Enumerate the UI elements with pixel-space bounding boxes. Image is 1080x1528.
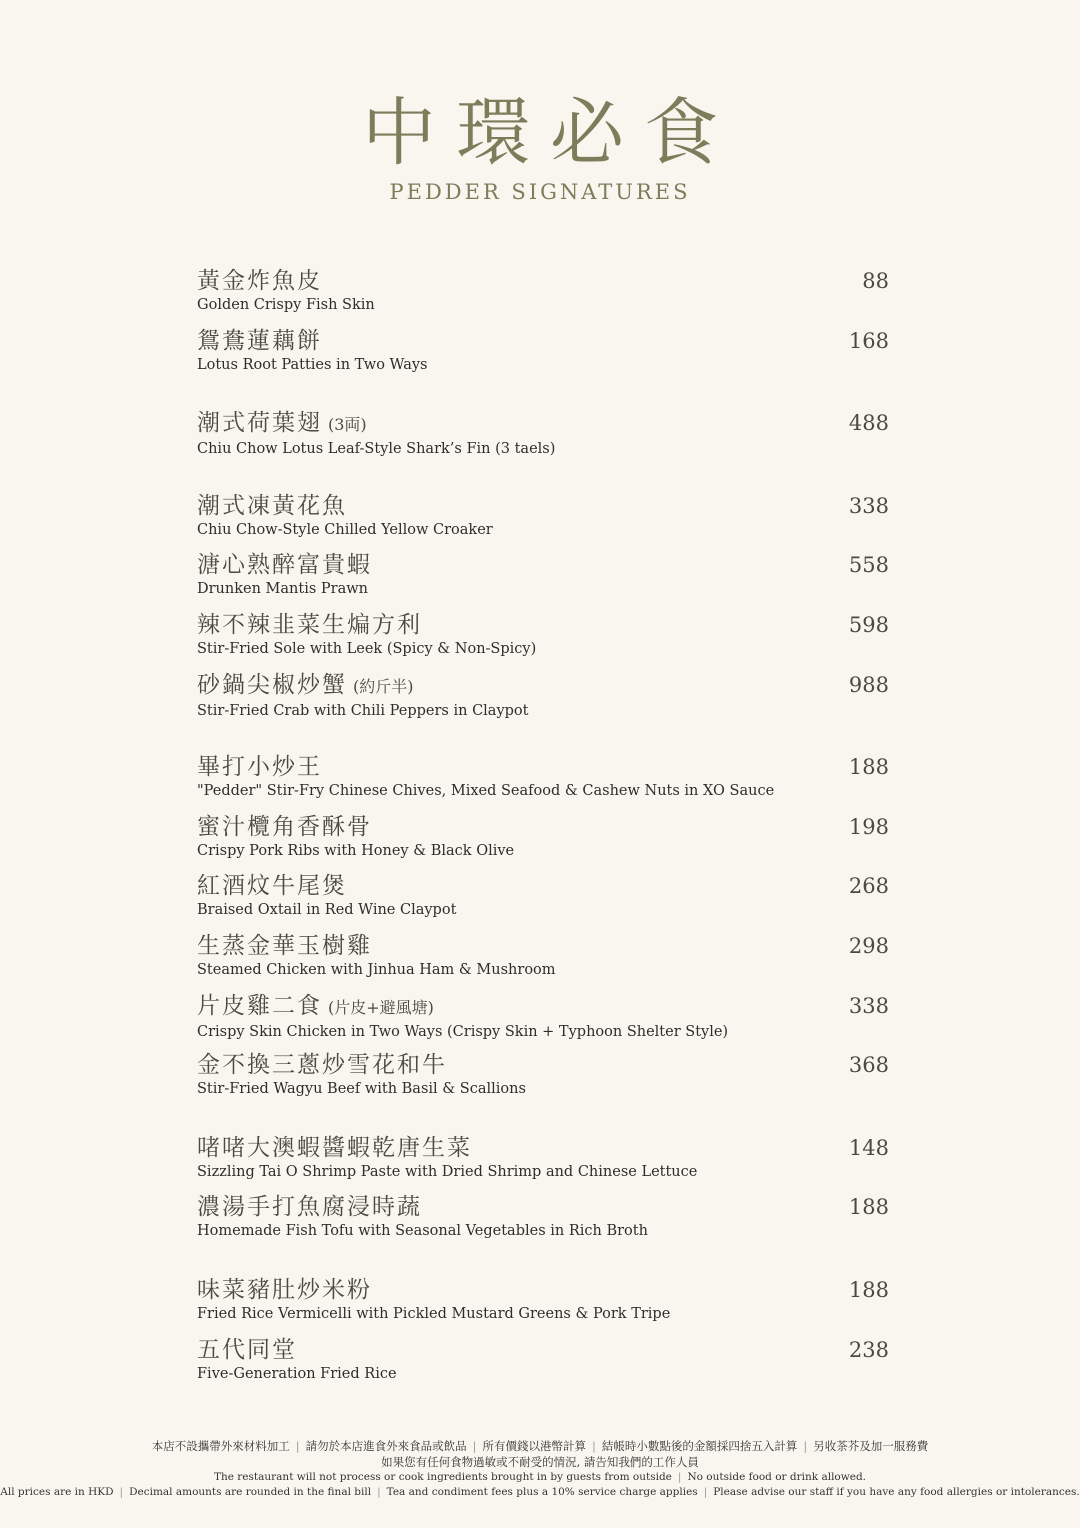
dish-name-chinese-text: 溏心熟醉富貴蝦 [197, 552, 372, 579]
menu-item [197, 266, 889, 326]
footer-separator: | [803, 1439, 808, 1453]
dish-name-chinese-text: 黃金炸魚皮 [197, 268, 322, 294]
footer-separator: | [592, 1439, 596, 1453]
dish-name-english: Steamed Chicken with Jinhua Ham & Mushroom [197, 961, 556, 978]
footer-separator: | [377, 1486, 381, 1498]
dish-name-chinese-text: 金不換三蔥炒雪花和牛 [197, 1052, 447, 1079]
dish-name-chinese-text: 片皮雞二食 [197, 992, 322, 1019]
dish-name-chinese [197, 326, 889, 356]
dish-portion-note: (片皮+避風塘) [328, 997, 434, 1017]
title-english: PEDDER SIGNATURES [389, 180, 691, 204]
dish-name-chinese [197, 550, 889, 580]
dish-price: 188 [848, 1195, 889, 1220]
footer-separator: | [295, 1439, 300, 1453]
dish-name-chinese [197, 670, 889, 702]
dish-name-chinese [197, 812, 889, 842]
dish-price: 488 [848, 411, 889, 436]
dish-name-english: Golden Crispy Fish Skin [197, 297, 375, 313]
footer-note: Tea and condiment fees plus a 10% service charge applies [386, 1486, 698, 1498]
dish-price: 558 [848, 553, 889, 578]
menu-item [197, 1335, 889, 1395]
footer-separator: | [119, 1486, 124, 1498]
footer-note: No outside food or drink allowed. [687, 1471, 867, 1483]
menu-item [197, 812, 889, 872]
dish-price: 338 [848, 993, 889, 1018]
dish-name-chinese-text: 濃湯手打魚腐浸時蔬 [197, 1194, 422, 1221]
dish-name-english: Crispy Pork Ribs with Honey & Black Olive [197, 842, 515, 859]
footer-en-policies [0, 1485, 1080, 1500]
dish-price: 188 [848, 1277, 889, 1302]
menu-item [197, 1192, 889, 1252]
menu-item [197, 1050, 889, 1110]
footer-zh-allergy: 如果您有任何食物過敏或不耐受的情況, 請告知我們的工作人員 [381, 1455, 699, 1469]
dish-name-english: Chiu Chow-Style Chilled Yellow Croaker [197, 521, 493, 538]
dish-price: 598 [848, 612, 889, 637]
menu-item [197, 326, 889, 386]
dish-name-chinese-text: 味菜豬肚炒米粉 [197, 1276, 372, 1303]
dish-portion-note: (約斤半) [353, 676, 414, 696]
menu-group [197, 408, 889, 468]
menu-group [197, 266, 889, 385]
dish-name-chinese-text: 生蒸金華玉樹雞 [197, 932, 372, 959]
menu-group [197, 1275, 889, 1394]
dish-price: 988 [848, 672, 889, 697]
footer-note: 另收茶芥及加一服務費 [813, 1439, 929, 1453]
dish-name-english: Stir-Fried Wagyu Beef with Basil & Scallions [197, 1081, 526, 1098]
menu-item [197, 1275, 889, 1335]
dish-price: 268 [848, 874, 889, 899]
footer-note: 請勿於本店進食外來食品或飲品 [305, 1439, 467, 1453]
footer-note: 結帳時小數點後的金額採四捨五入計算 [601, 1439, 798, 1453]
dish-name-chinese-text: 蜜汁欖角香酥骨 [197, 813, 372, 840]
dish-name-chinese-text: 潮式凍黃花魚 [197, 492, 347, 519]
footer-notes [0, 1438, 1080, 1500]
menu-item [197, 491, 889, 551]
dish-name-chinese [197, 610, 889, 640]
dish-price: 188 [848, 755, 889, 780]
dish-name-english: Lotus Root Patties in Two Ways [197, 356, 428, 373]
dish-price: 368 [848, 1053, 889, 1078]
dish-name-chinese-text: 五代同堂 [197, 1336, 297, 1363]
dish-name-chinese [197, 491, 889, 521]
footer-note: All prices are in HKD [0, 1486, 114, 1498]
menu-item [197, 931, 889, 991]
menu-header [0, 88, 1080, 204]
dish-name-english: Stir-Fried Sole with Leek (Spicy & Non-Spicy) [197, 640, 537, 657]
dish-portion-note: (3両) [328, 415, 367, 435]
dish-name-english: Drunken Mantis Prawn [197, 581, 368, 598]
dish-name-chinese [197, 1275, 889, 1305]
dish-name-chinese [197, 931, 889, 961]
footer-note: 所有價錢以港幣計算 [482, 1439, 586, 1453]
menu-item [197, 1133, 889, 1193]
dish-name-english: Braised Oxtail in Red Wine Claypot [197, 902, 457, 919]
footer-separator: | [703, 1486, 708, 1498]
menu-group [197, 1133, 889, 1252]
footer-zh-policies [0, 1438, 1080, 1454]
title-chinese: 中環必食 [362, 90, 738, 176]
dish-name-chinese-text: 砂鍋尖椒炒蟹 [197, 671, 347, 698]
dish-name-english: Stir-Fried Crab with Chili Peppers in Claypot [197, 702, 529, 719]
footer-separator: | [677, 1471, 682, 1483]
dish-price: 88 [862, 269, 889, 293]
footer-note: The restaurant will not process or cook ingredients brought in by guests from outside [213, 1471, 672, 1483]
dish-name-english: "Pedder" Stir-Fry Chinese Chives, Mixed Seafood & Cashew Nuts in XO Sauce [197, 783, 775, 800]
dish-name-chinese-text: 畢打小炒王 [197, 754, 322, 781]
dish-name-chinese-text: 紅酒炆牛尾煲 [197, 873, 347, 900]
dish-price: 148 [848, 1135, 889, 1160]
menu-item [197, 752, 889, 812]
dish-name-chinese-text: 鴛鴦蓮藕餅 [197, 327, 322, 354]
dish-name-chinese-text: 辣不辣韭菜生煸方利 [197, 611, 422, 638]
dish-price: 338 [848, 493, 889, 518]
dish-price: 298 [848, 933, 889, 958]
footer-note: Please advise our staff if you have any food allergies or intolerances. [713, 1486, 1080, 1498]
dish-price: 238 [848, 1337, 889, 1362]
dish-name-chinese-text: 潮式荷葉翅 [197, 410, 322, 437]
dish-name-english: Crispy Skin Chicken in Two Ways (Crispy Skin + Typhoon Shelter Style) [197, 1023, 729, 1040]
menu-item [197, 670, 889, 730]
menu-item [197, 550, 889, 610]
dish-name-chinese [197, 871, 889, 901]
footer-separator: | [472, 1439, 477, 1453]
menu-item [197, 871, 889, 931]
dish-name-chinese [197, 1192, 889, 1222]
dish-price: 198 [848, 814, 889, 839]
dish-name-chinese-text: 啫啫大澳蝦醬蝦乾唐生菜 [197, 1134, 472, 1161]
dish-name-chinese [197, 752, 889, 782]
menu-item [197, 991, 889, 1051]
footer-note: 本店不設攜帶外來材料加工 [151, 1439, 290, 1453]
dish-name-chinese [197, 266, 889, 296]
menu-item [197, 610, 889, 670]
menu-item [197, 408, 889, 468]
menu-list [197, 266, 889, 1417]
dish-name-chinese [197, 1133, 889, 1163]
dish-price: 168 [848, 328, 889, 353]
menu-group [197, 491, 889, 729]
menu-group [197, 752, 889, 1110]
dish-name-chinese [197, 1335, 889, 1365]
dish-name-chinese [197, 408, 889, 440]
dish-name-english: Five-Generation Fried Rice [197, 1365, 397, 1382]
dish-name-chinese [197, 991, 889, 1023]
dish-name-english: Homemade Fish Tofu with Seasonal Vegetables in Rich Broth [197, 1223, 648, 1240]
dish-name-english: Chiu Chow Lotus Leaf-Style Shark’s Fin (3 taels) [197, 441, 556, 458]
dish-name-english: Sizzling Tai O Shrimp Paste with Dried Shrimp and Chinese Lettuce [197, 1163, 698, 1180]
footer-note: Decimal amounts are rounded in the final bill [129, 1486, 372, 1498]
footer-en-outside-food [0, 1470, 1080, 1485]
dish-name-english: Fried Rice Vermicelli with Pickled Mustard Greens & Pork Tripe [197, 1305, 671, 1322]
dish-name-chinese [197, 1050, 889, 1080]
